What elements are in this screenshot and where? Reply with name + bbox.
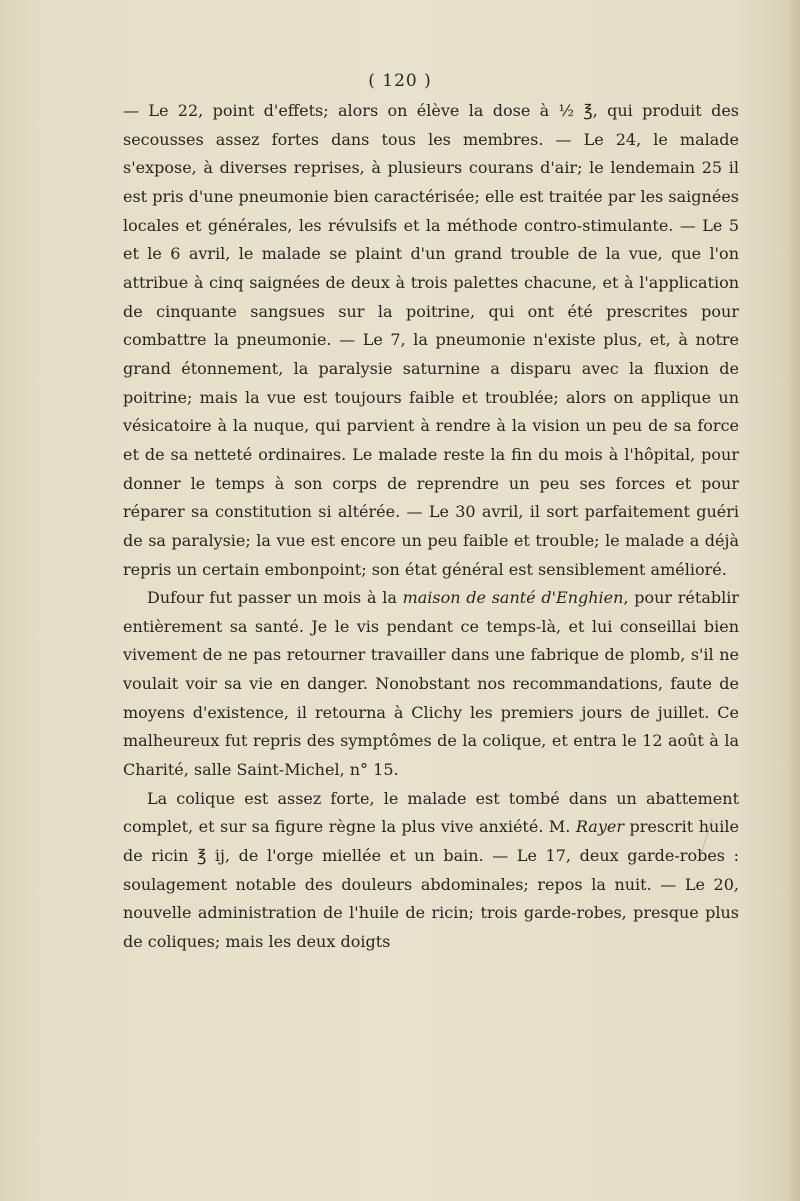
paragraph-3-text-b: prescrit huile de ricin ℥ ij, de l'orge miellée et un bain. — Le 17, deux garde-robes : soulagement notable des douleurs abdominales; repos la nuit. — Le 20, nouvelle administration de l'huile de ricin; trois garde-robes, presque plus de coliques; mais les deux doigts (123, 817, 740, 952)
paragraph-3 (123, 785, 739, 957)
page-edge-shadow (786, 0, 800, 1201)
paragraph-1-text: — Le 22, point d'effets; alors on élève la dose à ½ ℥, qui produit des secousses assez fortes dans tous les membres. — Le 24, le malade s'expose, à diverses reprises, à plusieurs courans d'air; le lendemain 25 il est pris d'une pneumonie bien caractérisée; elle est traitée par les saignées locales et générales, les révulsifs et la méthode contro-stimulante. — Le 5 et le 6 avril, le malade se plaint d'un grand trouble de la vue, que l'on attribue à cinq saignées de deux à trois palettes chacune, et à l'application de cinquante sangsues sur la poitrine, qui ont été prescrites pour combattre la pneumonie. — Le 7, la pneumonie n'existe plus, et, à notre grand étonnement, la paralysie saturnine a disparu avec la fluxion de poitrine; mais la vue est toujours faible et troublée; alors on applique un vésicatoire à la nuque, qui parvient à rendre à la vision un peu de sa force et de sa netteté ordinaires. Le malade reste la fin du mois à l'hôpital, pour donner le temps à son corps de reprendre un peu ses forces et pour réparer sa constitution si altérée. — Le 30 avril, il sort parfaitement guéri de sa paralysie; la vue est encore un peu faible et trouble; le malade a déjà repris un certain embonpoint; son état général est sensiblement amélioré. (123, 101, 739, 579)
body-text (123, 97, 739, 957)
paragraph-2 (123, 584, 739, 785)
paragraph-3-italic-name: Rayer (575, 817, 624, 837)
page-number-header: ( 120 ) (368, 71, 432, 91)
paragraph-2-text-a: Dufour fut passer un mois à la (147, 588, 403, 608)
paragraph-3-text-a: La colique est assez forte, le malade est tombé dans un abattement complet, et sur sa figure règne la plus vive anxiété. M. (123, 788, 739, 837)
paragraph-2-italic-place: maison de santé d'Enghien (402, 588, 624, 608)
paragraph-2-text-b: , pour rétablir entièrement sa santé. Je le vis pendant ce temps-là, et lui conseillai bien vivement de ne pas retourner travailler dans une fabrique de plomb, s'il ne voulait voir sa vie en danger. Nonobstant nos recommandations, faute de moyens d'existence, il retourna à Clichy les premiers jours de juillet. Ce malheureux fut repris des symptômes de la colique, et entra le 12 août à la Charité, salle Saint-Michel, n° 15. (123, 588, 739, 780)
paragraph-1 (123, 97, 739, 584)
